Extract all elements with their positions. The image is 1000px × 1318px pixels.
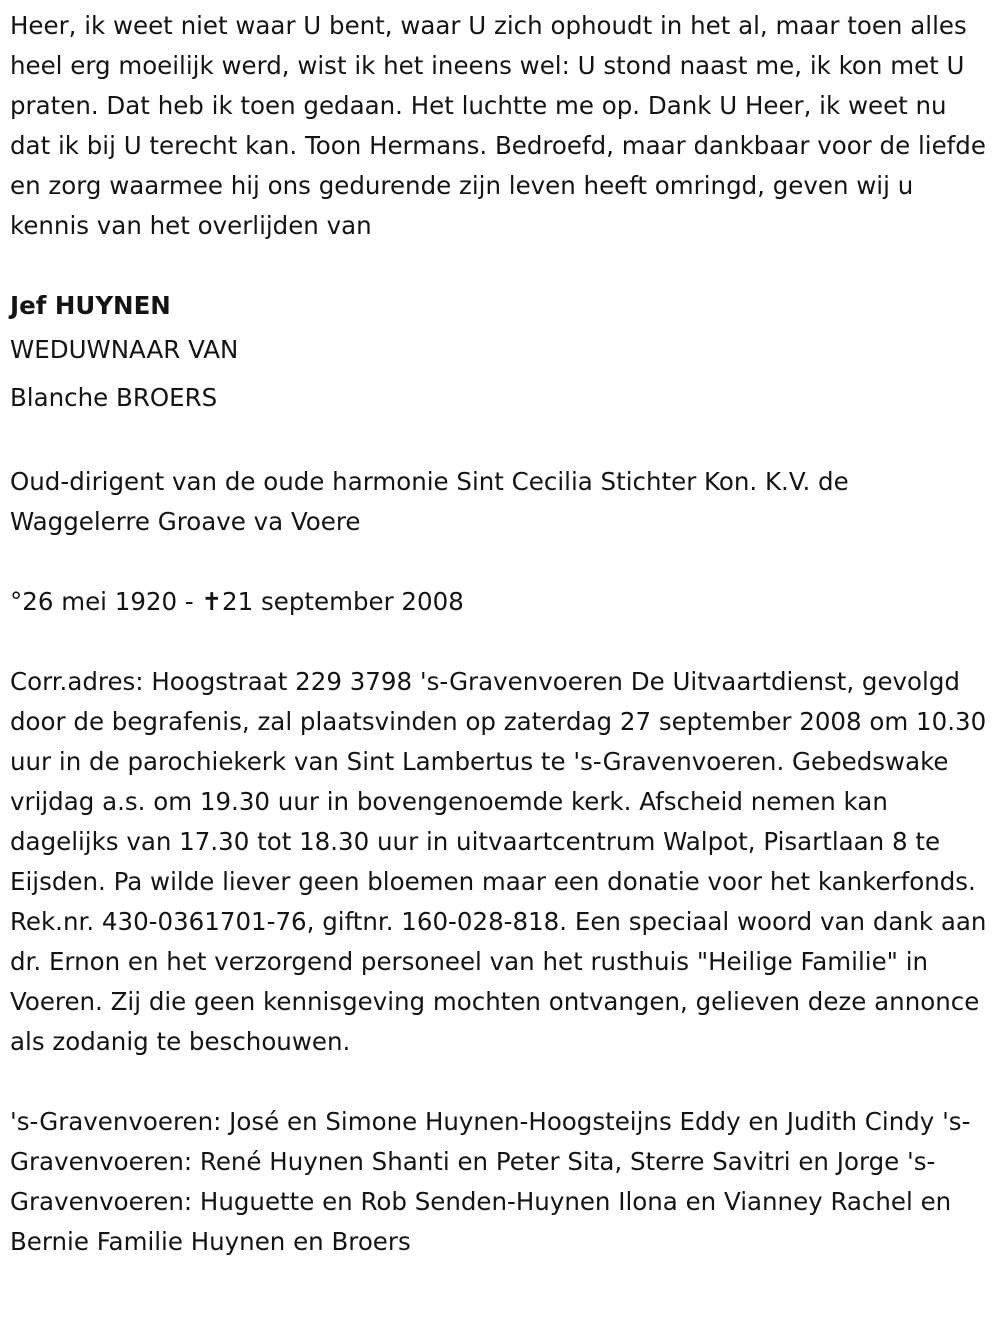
role-paragraph: Oud-dirigent van de oude harmonie Sint Cecilia Stichter Kon. K.V. de Waggelerre Groave va Voere bbox=[10, 467, 849, 536]
family-paragraph: 's-Gravenvoeren: José en Simone Huynen-Hoogsteijns Eddy en Judith Cindy 's-Gravenvoeren: René Huynen Shanti en Peter Sita, Sterre Savitri en Jorge 's-Gravenvoeren: Huguette en Rob Senden-Huynen Ilona en Vianney Rachel en Bernie Familie Huynen en Broers bbox=[10, 1107, 971, 1256]
life-dates: °26 mei 1920 - ✝21 september 2008 bbox=[10, 587, 464, 616]
widower-label: WEDUWNAAR VAN bbox=[10, 335, 239, 364]
deceased-name: Jef HUYNEN bbox=[10, 291, 171, 320]
arrangements-paragraph: Corr.adres: Hoogstraat 229 3798 's-Gravenvoeren De Uitvaartdienst, gevolgd door de begrafenis, zal plaatsvinden op zaterdag 27 september 2008 om 10.30 uur in de parochiekerk van Sint Lambertus te 's-Gravenvoeren. Gebedswake vrijdag a.s. om 19.30 uur in bovengenoemde kerk. Afscheid nemen kan dagelijks van 17.30 tot 18.30 uur in uitvaartcentrum Walpot, Pisartlaan 8 te Eijsden. Pa wilde liever geen bloemen maar een donatie voor het kankerfonds. Rek.nr. 430-0361701-76, giftnr. 160-028-818. Een speciaal woord van dank aan dr. Ernon en het verzorgend personeel van het rusthuis "Heilige Familie" in Voeren. Zij die geen kennisgeving mochten ontvangen, gelieven deze annonce als zodanig te beschouwen. bbox=[10, 667, 987, 1056]
spouse-name: Blanche BROERS bbox=[10, 383, 218, 412]
intro-paragraph: Heer, ik weet niet waar U bent, waar U zich ophoudt in het al, maar toen alles heel erg moeilijk werd, wist ik het ineens wel: U stond naast me, ik kon met U praten. Dat heb ik toen gedaan. Het luchtte me op. Dank U Heer, ik weet nu dat ik bij U terecht kan. Toon Hermans. Bedroefd, maar dankbaar voor de liefde en zorg waarmee hij ons gedurende zijn leven heeft omringd, geven wij u kennis van het overlijden van bbox=[10, 11, 986, 240]
obituary-document bbox=[10, 6, 990, 1262]
